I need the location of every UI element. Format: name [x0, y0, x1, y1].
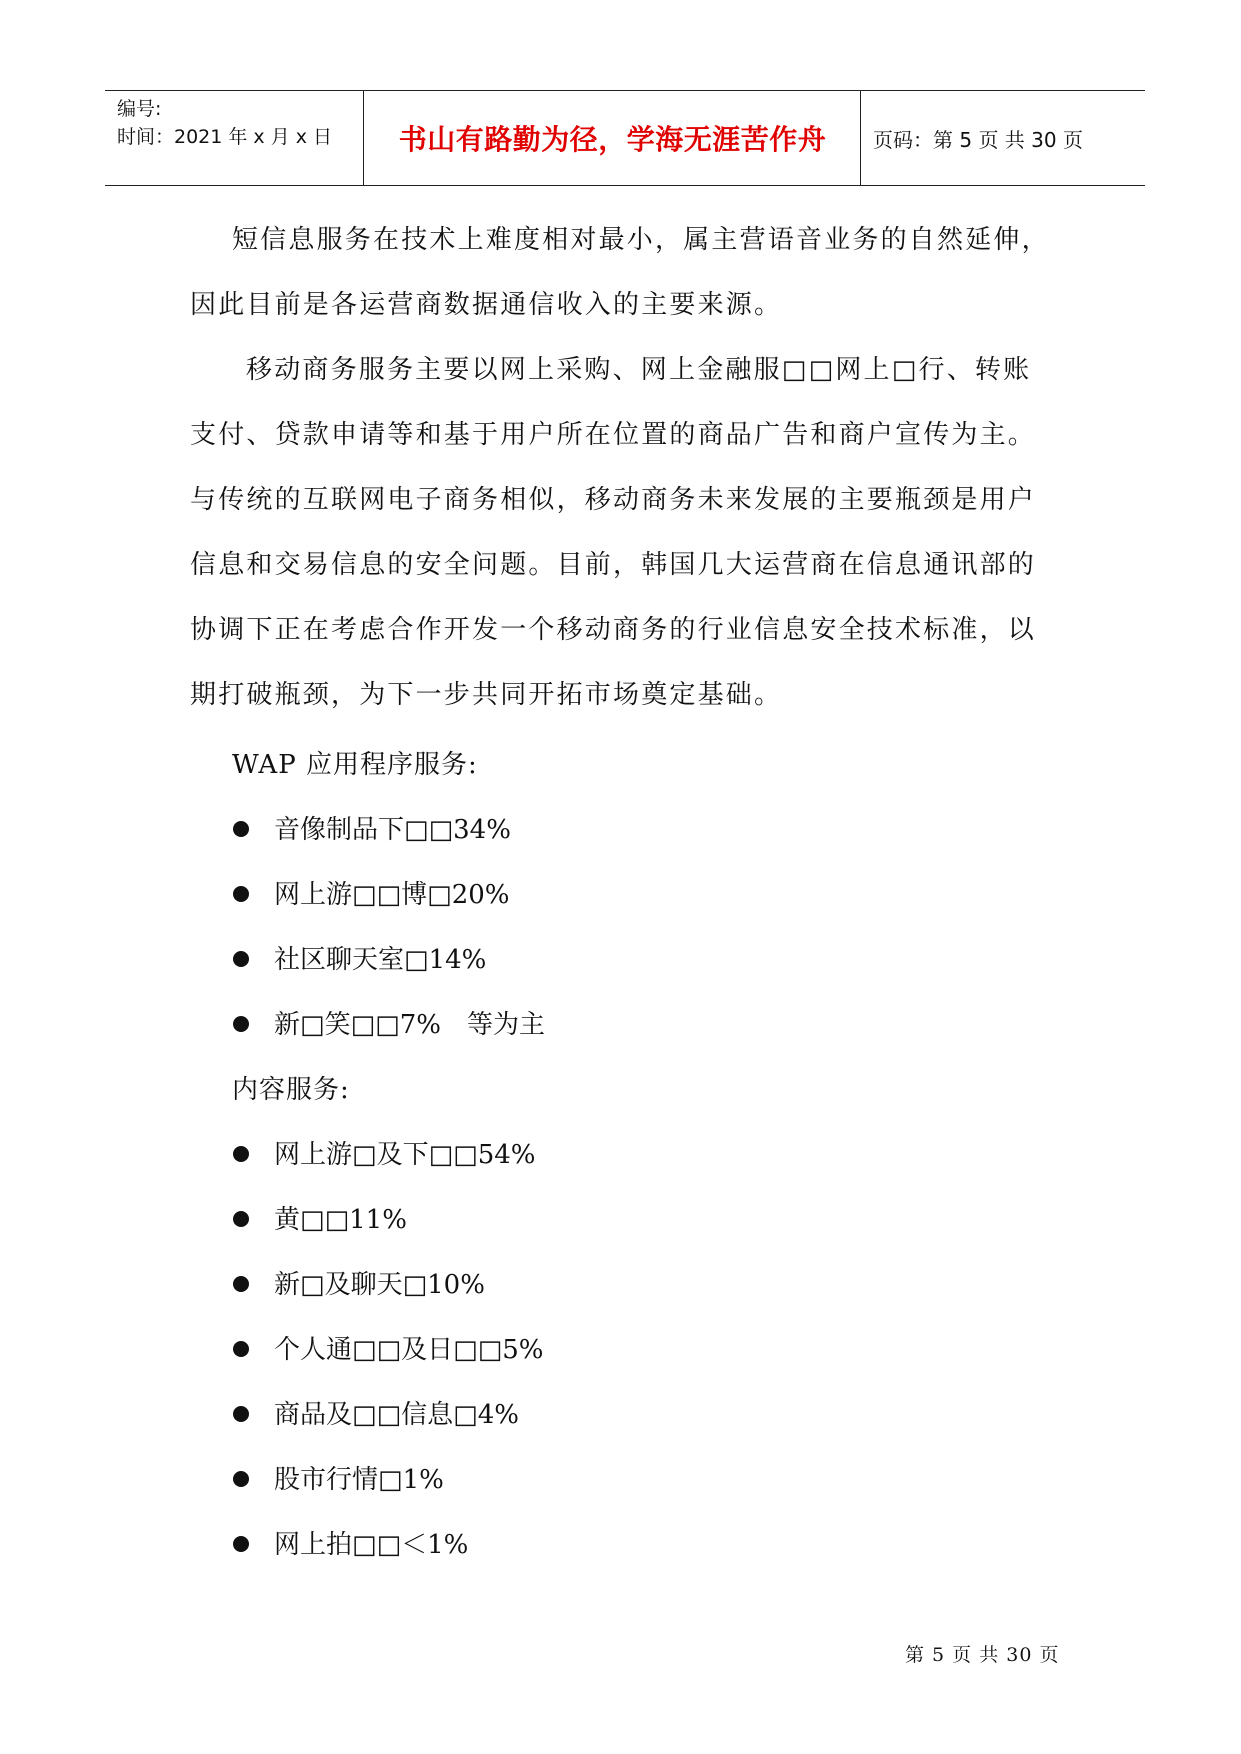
paragraph-line: 协调下正在考虑合作开发一个移动商务的行业信息安全技术标准，以	[190, 615, 1037, 645]
paragraph-line: 移动商务服务主要以网上采购、网上金融服□□网上□行、转账	[246, 355, 1032, 385]
list-item: 商品及□□信息□4%	[233, 1397, 519, 1433]
bullet-icon	[233, 1406, 249, 1422]
bullet-icon	[233, 1276, 249, 1292]
bullet-icon	[233, 821, 249, 837]
paragraph-line: 短信息服务在技术上难度相对最小，属主营语音业务的自然延伸，	[232, 225, 1050, 255]
list-item: 黄□□11%	[233, 1202, 407, 1238]
time-label: 时间：2021 年 x 月 x 日	[117, 126, 333, 148]
paragraph-line: 信息和交易信息的安全问题。目前，韩国几大运营商在信息通讯部的	[190, 550, 1037, 580]
bullet-icon	[233, 1146, 249, 1162]
paragraph-line: 与传统的互联网电子商务相似，移动商务未来发展的主要瓶颈是用户	[190, 485, 1037, 515]
bullet-icon	[233, 1016, 249, 1032]
header-divider	[860, 91, 861, 185]
list-item: 音像制品下□□34%	[233, 812, 511, 848]
list-item: 新□笑□□7% 等为主	[233, 1007, 545, 1043]
paragraph-line: 期打破瓶颈，为下一步共同开拓市场奠定基础。	[190, 680, 783, 710]
header-table	[105, 90, 1145, 186]
bullet-icon	[233, 1341, 249, 1357]
header-motto: 书山有路勤为径，学海无涯苦作舟	[398, 123, 827, 156]
list-item: 新□及聊天□10%	[233, 1267, 485, 1303]
list-item: 网上游□□博□20%	[233, 877, 510, 913]
header-divider	[363, 91, 364, 185]
list-item: 网上游□及下□□54%	[233, 1137, 536, 1173]
bullet-icon	[233, 1211, 249, 1227]
number-label: 编号:	[117, 98, 162, 120]
page-footer: 第 5 页 共 30 页	[905, 1644, 1060, 1666]
header-info	[117, 95, 332, 151]
header-page-label: 页码：第 5 页 共 30 页	[873, 127, 1083, 152]
list-item: 网上拍□□＜1%	[233, 1527, 468, 1563]
bullet-icon	[233, 1536, 249, 1552]
paragraph-line: 因此目前是各运营商数据通信收入的主要来源。	[190, 290, 783, 320]
bullet-icon	[233, 951, 249, 967]
wap-heading: WAP 应用程序服务:	[232, 750, 478, 780]
bullet-icon	[233, 886, 249, 902]
paragraph-line: 支付、贷款申请等和基于用户所在位置的商品广告和商户宣传为主。	[190, 420, 1037, 450]
list-item: 社区聊天室□14%	[233, 942, 486, 978]
bullet-icon	[233, 1471, 249, 1487]
content-heading: 内容服务:	[232, 1075, 350, 1105]
list-item: 个人通□□及日□□5%	[233, 1332, 544, 1368]
list-item: 股市行情□1%	[233, 1462, 444, 1498]
